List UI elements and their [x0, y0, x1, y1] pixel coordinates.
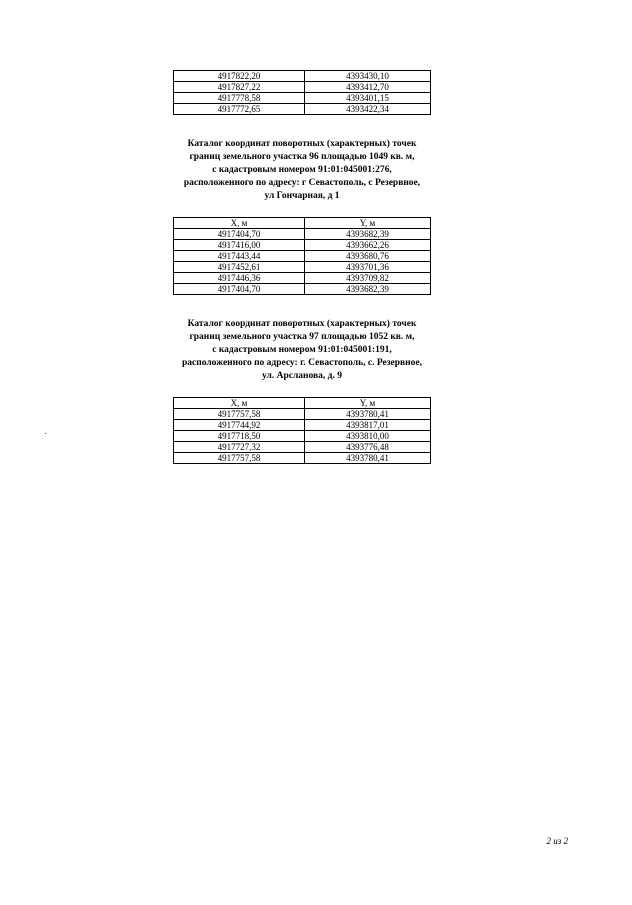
- y-cell: 4393682,39: [305, 229, 431, 240]
- y-cell: 4393682,39: [305, 284, 431, 295]
- scan-speck: [45, 433, 46, 434]
- page-number: 2 из 2: [546, 836, 568, 846]
- table-header-row: [174, 218, 431, 229]
- table-header-row: [174, 398, 431, 409]
- table-row: [174, 262, 431, 273]
- table-row: [174, 229, 431, 240]
- heading-line: расположенного по адресу: г Севастополь, с Резервное,: [183, 178, 421, 188]
- x-column-header: X, м: [174, 218, 305, 229]
- table-row: [174, 71, 431, 82]
- table-row: [174, 431, 431, 442]
- y-cell: 4393810,00: [305, 431, 431, 442]
- x-cell: 4917404,70: [174, 229, 305, 240]
- coordinates-table-top: [173, 70, 431, 115]
- x-cell: 4917443,44: [174, 251, 305, 262]
- x-cell: 4917827,22: [174, 82, 305, 93]
- y-column-header: Y, м: [305, 218, 431, 229]
- x-column-header: X, м: [174, 398, 305, 409]
- x-cell: 4917416,00: [174, 240, 305, 251]
- y-cell: 4393662,26: [305, 240, 431, 251]
- table-row: [174, 409, 431, 420]
- x-cell: 4917757,58: [174, 409, 305, 420]
- x-cell: 4917778,58: [174, 93, 305, 104]
- catalog-heading-97: [150, 318, 454, 383]
- table-row: [174, 240, 431, 251]
- heading-line: ул Гончарная, д 1: [264, 191, 340, 201]
- table-row: [174, 442, 431, 453]
- heading-line: границ земельного участка 96 площадью 1049 кв. м,: [189, 152, 415, 162]
- x-cell: 4917727,32: [174, 442, 305, 453]
- y-cell: 4393412,70: [305, 82, 431, 93]
- table-row: [174, 273, 431, 284]
- coordinates-table-96: [173, 217, 431, 295]
- table-row: [174, 104, 431, 115]
- y-cell: 4393780,41: [305, 453, 431, 464]
- table-row: [174, 93, 431, 104]
- table-row: [174, 284, 431, 295]
- x-cell: 4917404,70: [174, 284, 305, 295]
- table-row: [174, 82, 431, 93]
- y-cell: 4393776,48: [305, 442, 431, 453]
- x-cell: 4917744,92: [174, 420, 305, 431]
- x-cell: 4917822,20: [174, 71, 305, 82]
- heading-line: ул. Арсланова, д. 9: [262, 371, 342, 381]
- y-cell: 4393680,76: [305, 251, 431, 262]
- heading-line: Каталог координат поворотных (характерных) точек: [187, 319, 417, 329]
- y-cell: 4393422,34: [305, 104, 431, 115]
- heading-line: расположенного по адресу: г. Севастополь, с. Резервное,: [182, 358, 422, 368]
- y-cell: 4393430,10: [305, 71, 431, 82]
- table-row: [174, 251, 431, 262]
- table-row: [174, 420, 431, 431]
- heading-line: Каталог координат поворотных (характерных) точек: [187, 139, 417, 149]
- x-cell: 4917446,36: [174, 273, 305, 284]
- heading-line: границ земельного участка 97 площадью 1052 кв. м,: [189, 332, 415, 342]
- catalog-heading-96: [150, 138, 454, 203]
- heading-line: с кадастровым номером 91:01:045001:191,: [212, 345, 392, 355]
- coordinates-table-97: [173, 397, 431, 464]
- table-row: [174, 453, 431, 464]
- y-cell: 4393401,15: [305, 93, 431, 104]
- x-cell: 4917452,61: [174, 262, 305, 273]
- x-cell: 4917772,65: [174, 104, 305, 115]
- y-cell: 4393709,82: [305, 273, 431, 284]
- x-cell: 4917718,50: [174, 431, 305, 442]
- y-cell: 4393780,41: [305, 409, 431, 420]
- x-cell: 4917757,58: [174, 453, 305, 464]
- y-column-header: Y, м: [305, 398, 431, 409]
- y-cell: 4393817,01: [305, 420, 431, 431]
- y-cell: 4393701,36: [305, 262, 431, 273]
- heading-line: с кадастровым номером 91:01:045001:276,: [212, 165, 392, 175]
